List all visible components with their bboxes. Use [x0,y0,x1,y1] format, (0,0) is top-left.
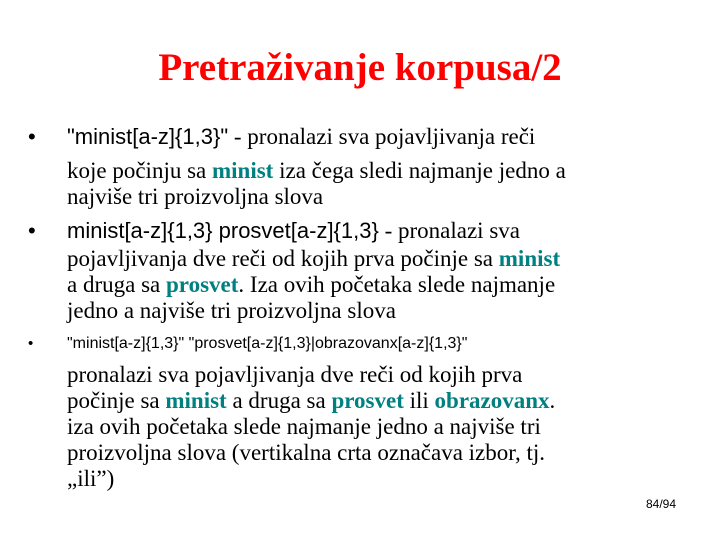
item1-line1 [67,124,535,153]
item2-code: minist[a-z]{1,3} prosvet[a-z]{1,3} [67,218,379,243]
item3-line2-a: počinje sa [67,388,166,413]
item1-line2-a: koje počinju sa [67,158,212,183]
item1-line3: najviše tri proizvoljna slova [67,184,324,209]
bullet-1: • [28,124,36,149]
item2-line1-text: - pronalazi sva [378,218,520,243]
item2-line4: jedno a najviše tri proizvoljna slova [67,298,396,323]
item3-code: "minist[a-z]{1,3}" "prosvet[a-z]{1,3}|obrazovanx[a-z]{1,3}" [67,335,468,352]
item3-line2-b: a druga sa [226,388,332,413]
item1-code: "minist[a-z]{1,3}" [67,124,229,149]
bullet-3: • [28,335,34,352]
item3-line1: pronalazi sva pojavljivanja dve reči od kojih prva [67,362,523,387]
keyword-prosvet: prosvet [166,272,239,297]
item2-line3-a: a druga sa [67,272,166,297]
slide-title: Pretraživanje korpusa/2 [158,46,562,89]
item3-line5: „ili”) [67,466,115,491]
page-number: 84/94 [645,497,676,511]
keyword-prosvet: prosvet [331,388,404,413]
keyword-obrazovanx: obrazovanx [434,388,550,413]
item3-line2 [67,388,555,414]
item3-line2-c: ili [403,388,435,413]
item2-line2 [67,246,560,272]
keyword-minist: minist [165,388,227,413]
item2-line3-b: . Iza ovih početaka slede najmanje [238,272,556,297]
bullet-2: • [28,218,36,243]
keyword-minist: minist [212,158,274,183]
item1-line2 [67,158,566,184]
item1-line2-b: iza čega sledi najmanje jedno a [273,158,566,183]
item3-line3: iza ovih početaka slede najmanje jedno a najviše tri [67,414,541,439]
item3-line4: proizvoljna slova (vertikalna crta označava izbor, tj. [67,440,546,465]
item3-line2-d: . [549,388,556,413]
item2-line3 [67,272,555,298]
item2-line2-a: pojavljivanja dve reči od kojih prva počinje sa [67,246,499,271]
item2-line1 [67,218,520,247]
item1-line1-text: - pronalazi sva pojavljivanja reči [228,124,536,149]
keyword-minist: minist [498,246,561,271]
